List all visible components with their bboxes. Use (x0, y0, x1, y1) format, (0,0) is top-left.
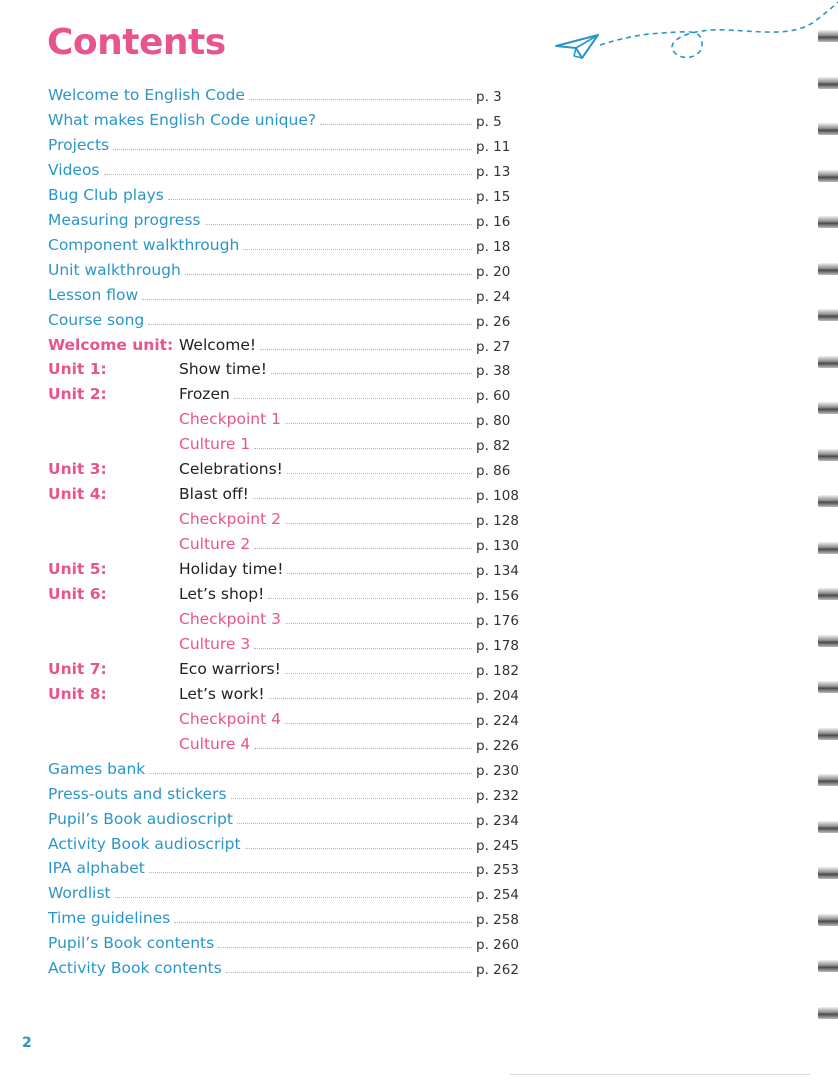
toc-row (48, 556, 518, 578)
spiral-ring (818, 402, 838, 414)
dotted-leader (218, 947, 472, 948)
toc-row (48, 681, 518, 703)
spiral-ring (818, 588, 838, 600)
toc-entry-title: Culture 1 (179, 435, 251, 454)
toc-entry-title: Eco warriors! (179, 659, 281, 678)
toc-page-ref: p. 13 (476, 163, 511, 180)
toc-page-ref: p. 260 (476, 937, 519, 954)
toc-row (48, 631, 518, 653)
dotted-leader (234, 398, 472, 399)
dotted-leader (149, 773, 472, 774)
spiral-ring (818, 635, 838, 647)
dotted-leader (285, 673, 472, 674)
toc-row (48, 905, 518, 927)
toc-entry-title: Games bank (48, 759, 146, 778)
toc-entry-title: Blast off! (179, 485, 249, 504)
spiral-ring (818, 77, 838, 89)
toc-row (48, 706, 518, 728)
toc-page-ref: p. 3 (476, 89, 502, 105)
spiral-ring (818, 681, 838, 693)
toc-page-ref: p. 15 (476, 188, 511, 205)
dotted-leader (142, 299, 472, 300)
dotted-leader (113, 149, 472, 150)
toc-row (48, 157, 518, 179)
spiral-ring (818, 309, 838, 321)
toc-row (48, 756, 518, 778)
toc-entry-title: Pupil’s Book audioscript (48, 809, 233, 828)
toc-entry-title: Component walkthrough (48, 235, 240, 254)
toc-row (48, 731, 518, 753)
toc-page-ref: p. 60 (476, 388, 511, 405)
toc-row (48, 481, 518, 503)
toc-page-ref: p. 86 (476, 463, 511, 480)
toc-page-ref: p. 232 (476, 787, 519, 804)
toc-unit-label: Unit 7: (48, 659, 107, 678)
toc-page-ref: p. 156 (476, 588, 519, 604)
toc-page-ref: p. 182 (476, 662, 519, 679)
dotted-leader (237, 823, 472, 824)
toc-row (48, 381, 518, 403)
dotted-leader (245, 848, 472, 849)
toc-page-ref: p. 258 (476, 912, 519, 929)
dotted-leader (254, 748, 472, 749)
toc-row (48, 506, 518, 528)
toc-unit-label: Unit 5: (48, 560, 107, 579)
dotted-leader (254, 648, 472, 649)
dotted-leader (320, 124, 472, 125)
toc-page-ref: p. 24 (476, 288, 511, 305)
dotted-leader (285, 723, 472, 724)
spiral-ring (818, 774, 838, 786)
toc-entry-title: Activity Book audioscript (48, 834, 241, 853)
toc-page-ref: p. 108 (476, 488, 519, 505)
page-edge-line (510, 1074, 810, 1075)
toc-entry-title: Course song (48, 310, 145, 329)
toc-page-ref: p. 134 (476, 563, 519, 580)
toc-entry-title: Celebrations! (179, 460, 283, 479)
toc-entry-title: Press-outs and stickers (48, 784, 227, 803)
toc-row (48, 82, 518, 104)
toc-row (48, 332, 518, 354)
dotted-leader (254, 448, 472, 449)
toc-page-ref: p. 26 (476, 313, 511, 330)
toc-row (48, 955, 518, 977)
toc-row (48, 132, 518, 154)
spiral-ring (818, 123, 838, 135)
dotted-leader (285, 623, 472, 624)
toc-page-ref: p. 253 (476, 862, 519, 879)
spiral-ring (818, 263, 838, 275)
dotted-leader (254, 548, 472, 549)
toc-row (48, 232, 518, 254)
toc-page-ref: p. 18 (476, 238, 511, 255)
toc-page-ref: p. 262 (476, 962, 519, 979)
toc-row (48, 606, 518, 628)
dotted-leader (149, 872, 472, 873)
toc-entry-title: Measuring progress (48, 210, 201, 229)
dotted-leader (243, 249, 472, 250)
toc-unit-label: Unit 4: (48, 485, 107, 504)
spiral-ring (818, 728, 838, 740)
toc-entry-title: Welcome to English Code (48, 86, 245, 104)
toc-entry-title: Checkpoint 2 (179, 510, 281, 529)
toc-unit-label: Unit 8: (48, 684, 107, 703)
toc-page-ref: p. 82 (476, 438, 511, 455)
toc-row (48, 531, 518, 553)
toc-entry-title: Checkpoint 1 (179, 410, 281, 429)
toc-entry-title: Projects (48, 135, 110, 154)
toc-unit-label: Unit 1: (48, 360, 107, 379)
toc-row (48, 257, 518, 279)
spiral-ring (818, 821, 838, 833)
spiral-ring (818, 914, 838, 926)
dotted-leader (174, 922, 472, 923)
toc-entry-title: Welcome! (179, 335, 257, 354)
toc-page-ref: p. 254 (476, 887, 519, 904)
toc-page-ref: p. 178 (476, 637, 519, 654)
toc-entry-title: Let’s shop! (179, 585, 265, 603)
toc-unit-label: Unit 3: (48, 460, 107, 479)
toc-row (48, 282, 518, 304)
toc-entry-title: Culture 2 (179, 535, 251, 554)
toc-entry-title: IPA alphabet (48, 859, 145, 878)
toc-entry-title: Time guidelines (48, 909, 171, 928)
dotted-leader (287, 473, 472, 474)
dotted-leader (287, 573, 472, 574)
page-title: Contents (47, 22, 226, 63)
toc-entry-title: Wordlist (48, 884, 111, 903)
toc-entry-title: Let’s work! (179, 684, 265, 703)
toc-row (48, 880, 518, 902)
spiral-ring (818, 356, 838, 368)
toc-page-ref: p. 176 (476, 612, 519, 629)
dotted-leader (168, 199, 472, 200)
toc-page-ref: p. 5 (476, 113, 502, 130)
dotted-leader (269, 698, 472, 699)
dotted-leader (205, 224, 473, 225)
dotted-leader (285, 523, 472, 524)
dotted-leader (185, 274, 472, 275)
toc-entry-title: Bug Club plays (48, 185, 164, 204)
toc-page-ref: p. 130 (476, 538, 519, 555)
toc-row (48, 406, 518, 428)
toc-entry-title: Checkpoint 4 (179, 709, 281, 728)
toc-page-ref: p. 224 (476, 712, 519, 729)
toc-page-ref: p. 128 (476, 513, 519, 530)
page-number: 2 (22, 1035, 32, 1051)
toc-entry-title: Culture 3 (179, 634, 251, 653)
dotted-leader (226, 972, 472, 973)
dotted-leader (253, 498, 472, 499)
toc-page-ref: p. 11 (476, 138, 511, 155)
toc-row (48, 806, 518, 828)
toc-row (48, 855, 518, 877)
dotted-leader (268, 598, 472, 599)
spiral-ring (818, 867, 838, 879)
toc-entry-title: Holiday time! (179, 560, 284, 579)
toc-entry-title: Videos (48, 160, 100, 179)
spiral-ring (818, 495, 838, 507)
toc-row (48, 356, 518, 378)
toc-unit-label: Unit 2: (48, 385, 107, 404)
dotted-leader (115, 897, 472, 898)
toc-row (48, 307, 518, 329)
dotted-leader (260, 349, 472, 350)
toc-page-ref: p. 27 (476, 338, 511, 355)
toc-entry-title: Lesson flow (48, 285, 139, 304)
toc-row (48, 456, 518, 478)
toc-page-ref: p. 80 (476, 413, 511, 430)
toc-entry-title: Show time! (179, 360, 267, 379)
toc-entry-title: Frozen (179, 385, 230, 404)
toc-entry-title: Unit walkthrough (48, 260, 181, 279)
toc-page-ref: p. 16 (476, 213, 511, 230)
dotted-leader (148, 324, 472, 325)
toc-page-ref: p. 226 (476, 737, 519, 754)
spiral-binding-icon (818, 30, 838, 1040)
toc-row (48, 581, 518, 603)
toc-row (48, 656, 518, 678)
toc-page-ref: p. 20 (476, 263, 511, 280)
toc-row (48, 207, 518, 229)
toc-unit-label: Welcome unit: (48, 335, 174, 354)
toc-entry-title: Activity Book contents (48, 959, 222, 978)
toc-row (48, 930, 518, 952)
spiral-ring (818, 542, 838, 554)
spiral-ring (818, 170, 838, 182)
spiral-ring (818, 960, 838, 972)
dotted-leader (249, 99, 472, 100)
spiral-ring (818, 216, 838, 228)
toc-row (48, 781, 518, 803)
toc-page-ref: p. 204 (476, 687, 519, 704)
toc-row (48, 431, 518, 453)
toc-row (48, 107, 518, 129)
toc-unit-label: Unit 6: (48, 585, 107, 603)
spiral-ring (818, 449, 838, 461)
dotted-leader (285, 423, 472, 424)
toc-entry-title: Pupil’s Book contents (48, 934, 215, 953)
spiral-ring (818, 1007, 838, 1019)
spiral-ring (818, 30, 838, 42)
toc-page-ref: p. 245 (476, 837, 519, 854)
toc-entry-title: Culture 4 (179, 734, 251, 753)
dotted-leader (104, 174, 472, 175)
toc-row (48, 182, 518, 204)
toc-entry-title: Checkpoint 3 (179, 609, 281, 628)
toc-page-ref: p. 38 (476, 363, 511, 380)
dotted-leader (271, 373, 472, 374)
toc-entry-title: What makes English Code unique? (48, 110, 317, 129)
toc-row (48, 831, 518, 853)
dotted-leader (231, 798, 472, 799)
toc-page-ref: p. 230 (476, 762, 519, 779)
toc-page-ref: p. 234 (476, 812, 519, 829)
